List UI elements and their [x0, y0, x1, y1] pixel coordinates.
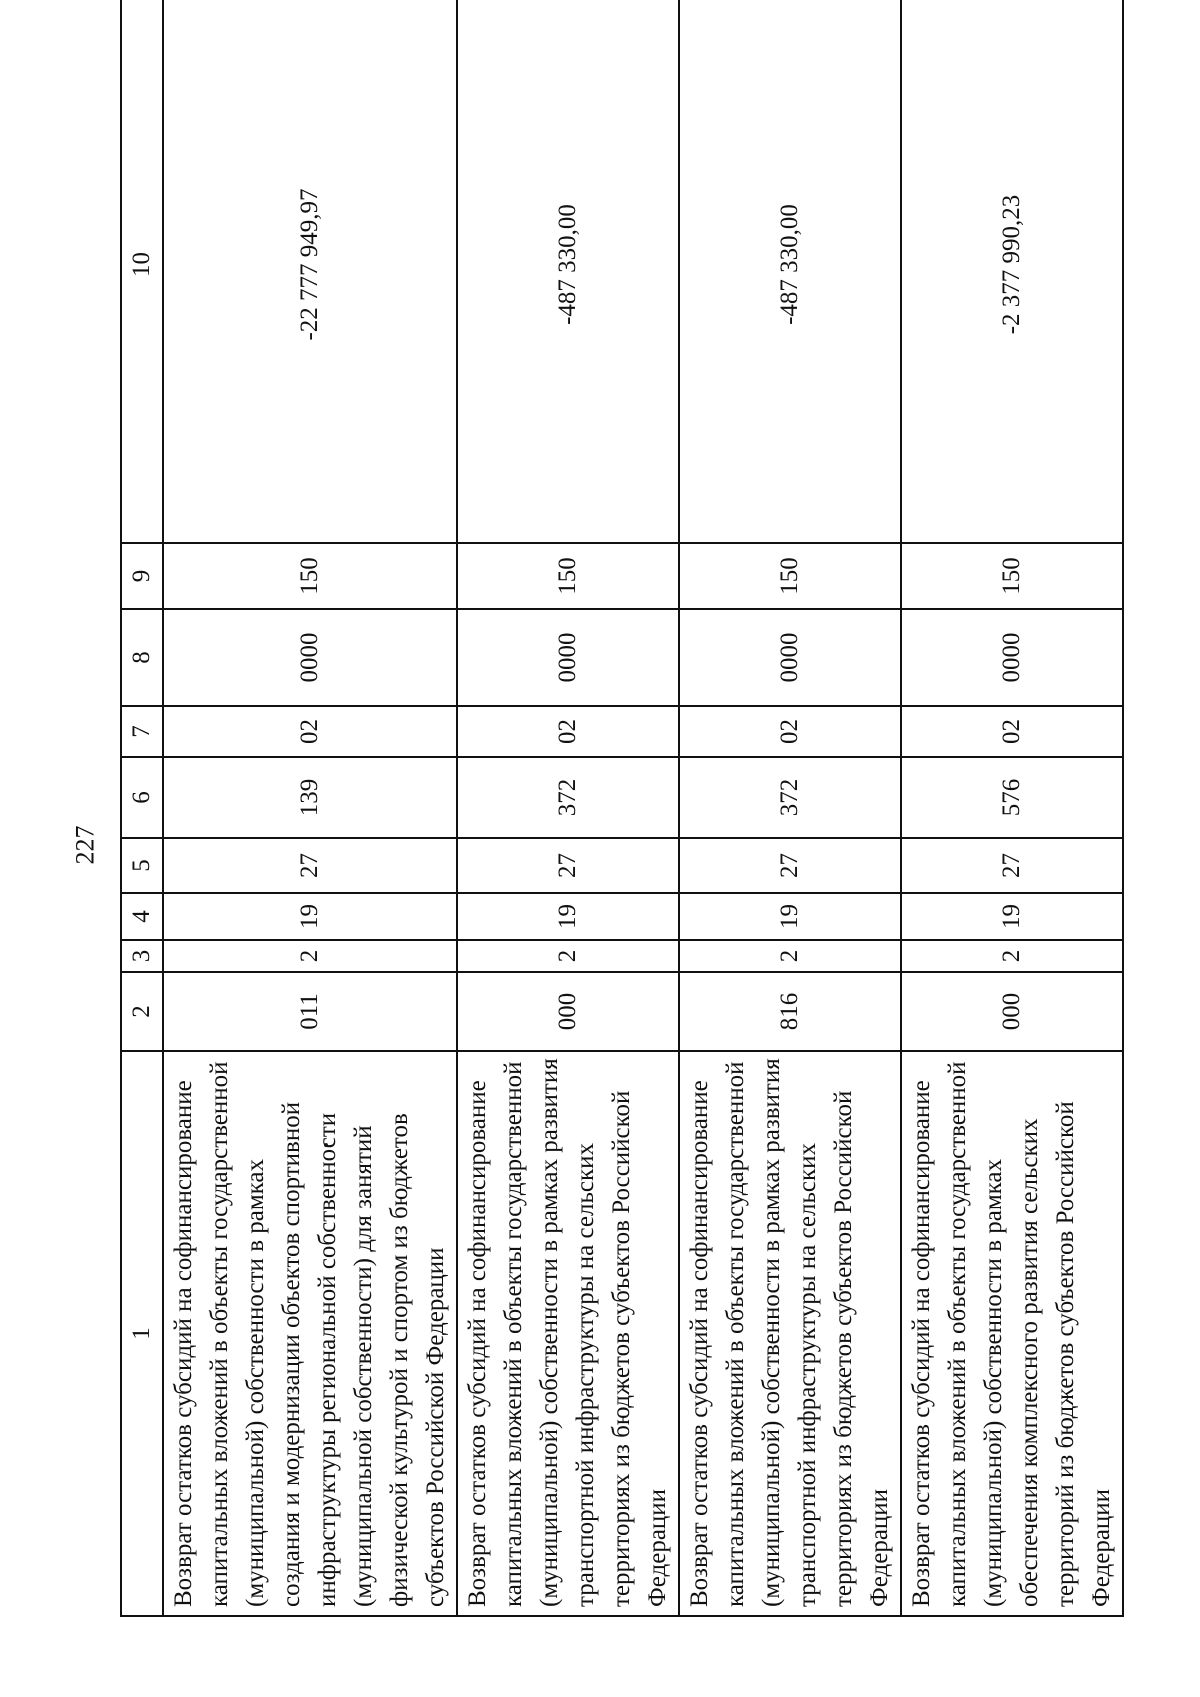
row-description: Возврат остатков субсидий на софинансирование капитальных вложений в объекты государственной (муниципальной) собственности в рамках обеспечения комплексного развития сельских территорий из бюджетов субъектов Российской Федерации [901, 1051, 1123, 1616]
col-header-5: 5 [121, 838, 163, 893]
article-code: 27 [901, 838, 1123, 893]
col-header-4: 4 [121, 893, 163, 940]
col-header-1: 1 [121, 1051, 163, 1616]
admin-code: 000 [901, 972, 1123, 1051]
table-row [901, 0, 1123, 1616]
subgroup-code: 19 [457, 893, 679, 940]
element-code: 02 [163, 706, 457, 757]
amount-cell: -22 777 949,97 [163, 0, 457, 543]
program-code: 0000 [163, 609, 457, 706]
article-code: 27 [679, 838, 901, 893]
table-row [457, 0, 679, 1616]
amount-cell: -2 377 990,23 [901, 0, 1123, 543]
table-row [679, 0, 901, 1616]
article-code: 27 [163, 838, 457, 893]
row-description: Возврат остатков субсидий на софинансирование капитальных вложений в объекты государственной (муниципальной) собственности в рамках развития транспортной инфраструктуры на сельских территориях из бюджетов субъектов Российской Федерации [457, 1051, 679, 1616]
row-description: Возврат остатков субсидий на софинансирование капитальных вложений в объекты государственной (муниципальной) собственности в рамках создания и модернизации объектов спортивной инфраструктуры региональной собственности (муниципальной собственности) для занятий физической культурой и спортом из бюджетов субъектов Российской Федерации [163, 1051, 457, 1616]
subgroup-code: 19 [901, 893, 1123, 940]
col-header-10: 10 [121, 0, 163, 543]
program-code: 0000 [679, 609, 901, 706]
subarticle-code: 372 [679, 757, 901, 838]
subgroup-code: 19 [679, 893, 901, 940]
budget-table-rotated [120, 87, 1115, 1617]
col-header-6: 6 [121, 757, 163, 838]
admin-code: 011 [163, 972, 457, 1051]
page-number: 227 [70, 825, 100, 865]
article-code: 27 [457, 838, 679, 893]
economic-code: 150 [163, 543, 457, 609]
admin-code: 000 [457, 972, 679, 1051]
economic-code: 150 [679, 543, 901, 609]
element-code: 02 [901, 706, 1123, 757]
col-header-9: 9 [121, 543, 163, 609]
admin-code: 816 [679, 972, 901, 1051]
amount-cell: -487 330,00 [457, 0, 679, 543]
element-code: 02 [679, 706, 901, 757]
col-header-8: 8 [121, 609, 163, 706]
economic-code: 150 [901, 543, 1123, 609]
table-row [163, 0, 457, 1616]
program-code: 0000 [457, 609, 679, 706]
budget-table [120, 0, 1124, 1617]
col-header-3: 3 [121, 940, 163, 972]
col-header-2: 2 [121, 972, 163, 1051]
amount-cell: -487 330,00 [679, 0, 901, 543]
row-description: Возврат остатков субсидий на софинансирование капитальных вложений в объекты государственной (муниципальной) собственности в рамках развития транспортной инфраструктуры на сельских территориях из бюджетов субъектов Российской Федерации [679, 1051, 901, 1616]
subarticle-code: 576 [901, 757, 1123, 838]
group-code: 2 [163, 940, 457, 972]
col-header-7: 7 [121, 706, 163, 757]
element-code: 02 [457, 706, 679, 757]
subgroup-code: 19 [163, 893, 457, 940]
header-row [121, 0, 163, 1616]
subarticle-code: 372 [457, 757, 679, 838]
group-code: 2 [457, 940, 679, 972]
subarticle-code: 139 [163, 757, 457, 838]
program-code: 0000 [901, 609, 1123, 706]
group-code: 2 [679, 940, 901, 972]
group-code: 2 [901, 940, 1123, 972]
economic-code: 150 [457, 543, 679, 609]
